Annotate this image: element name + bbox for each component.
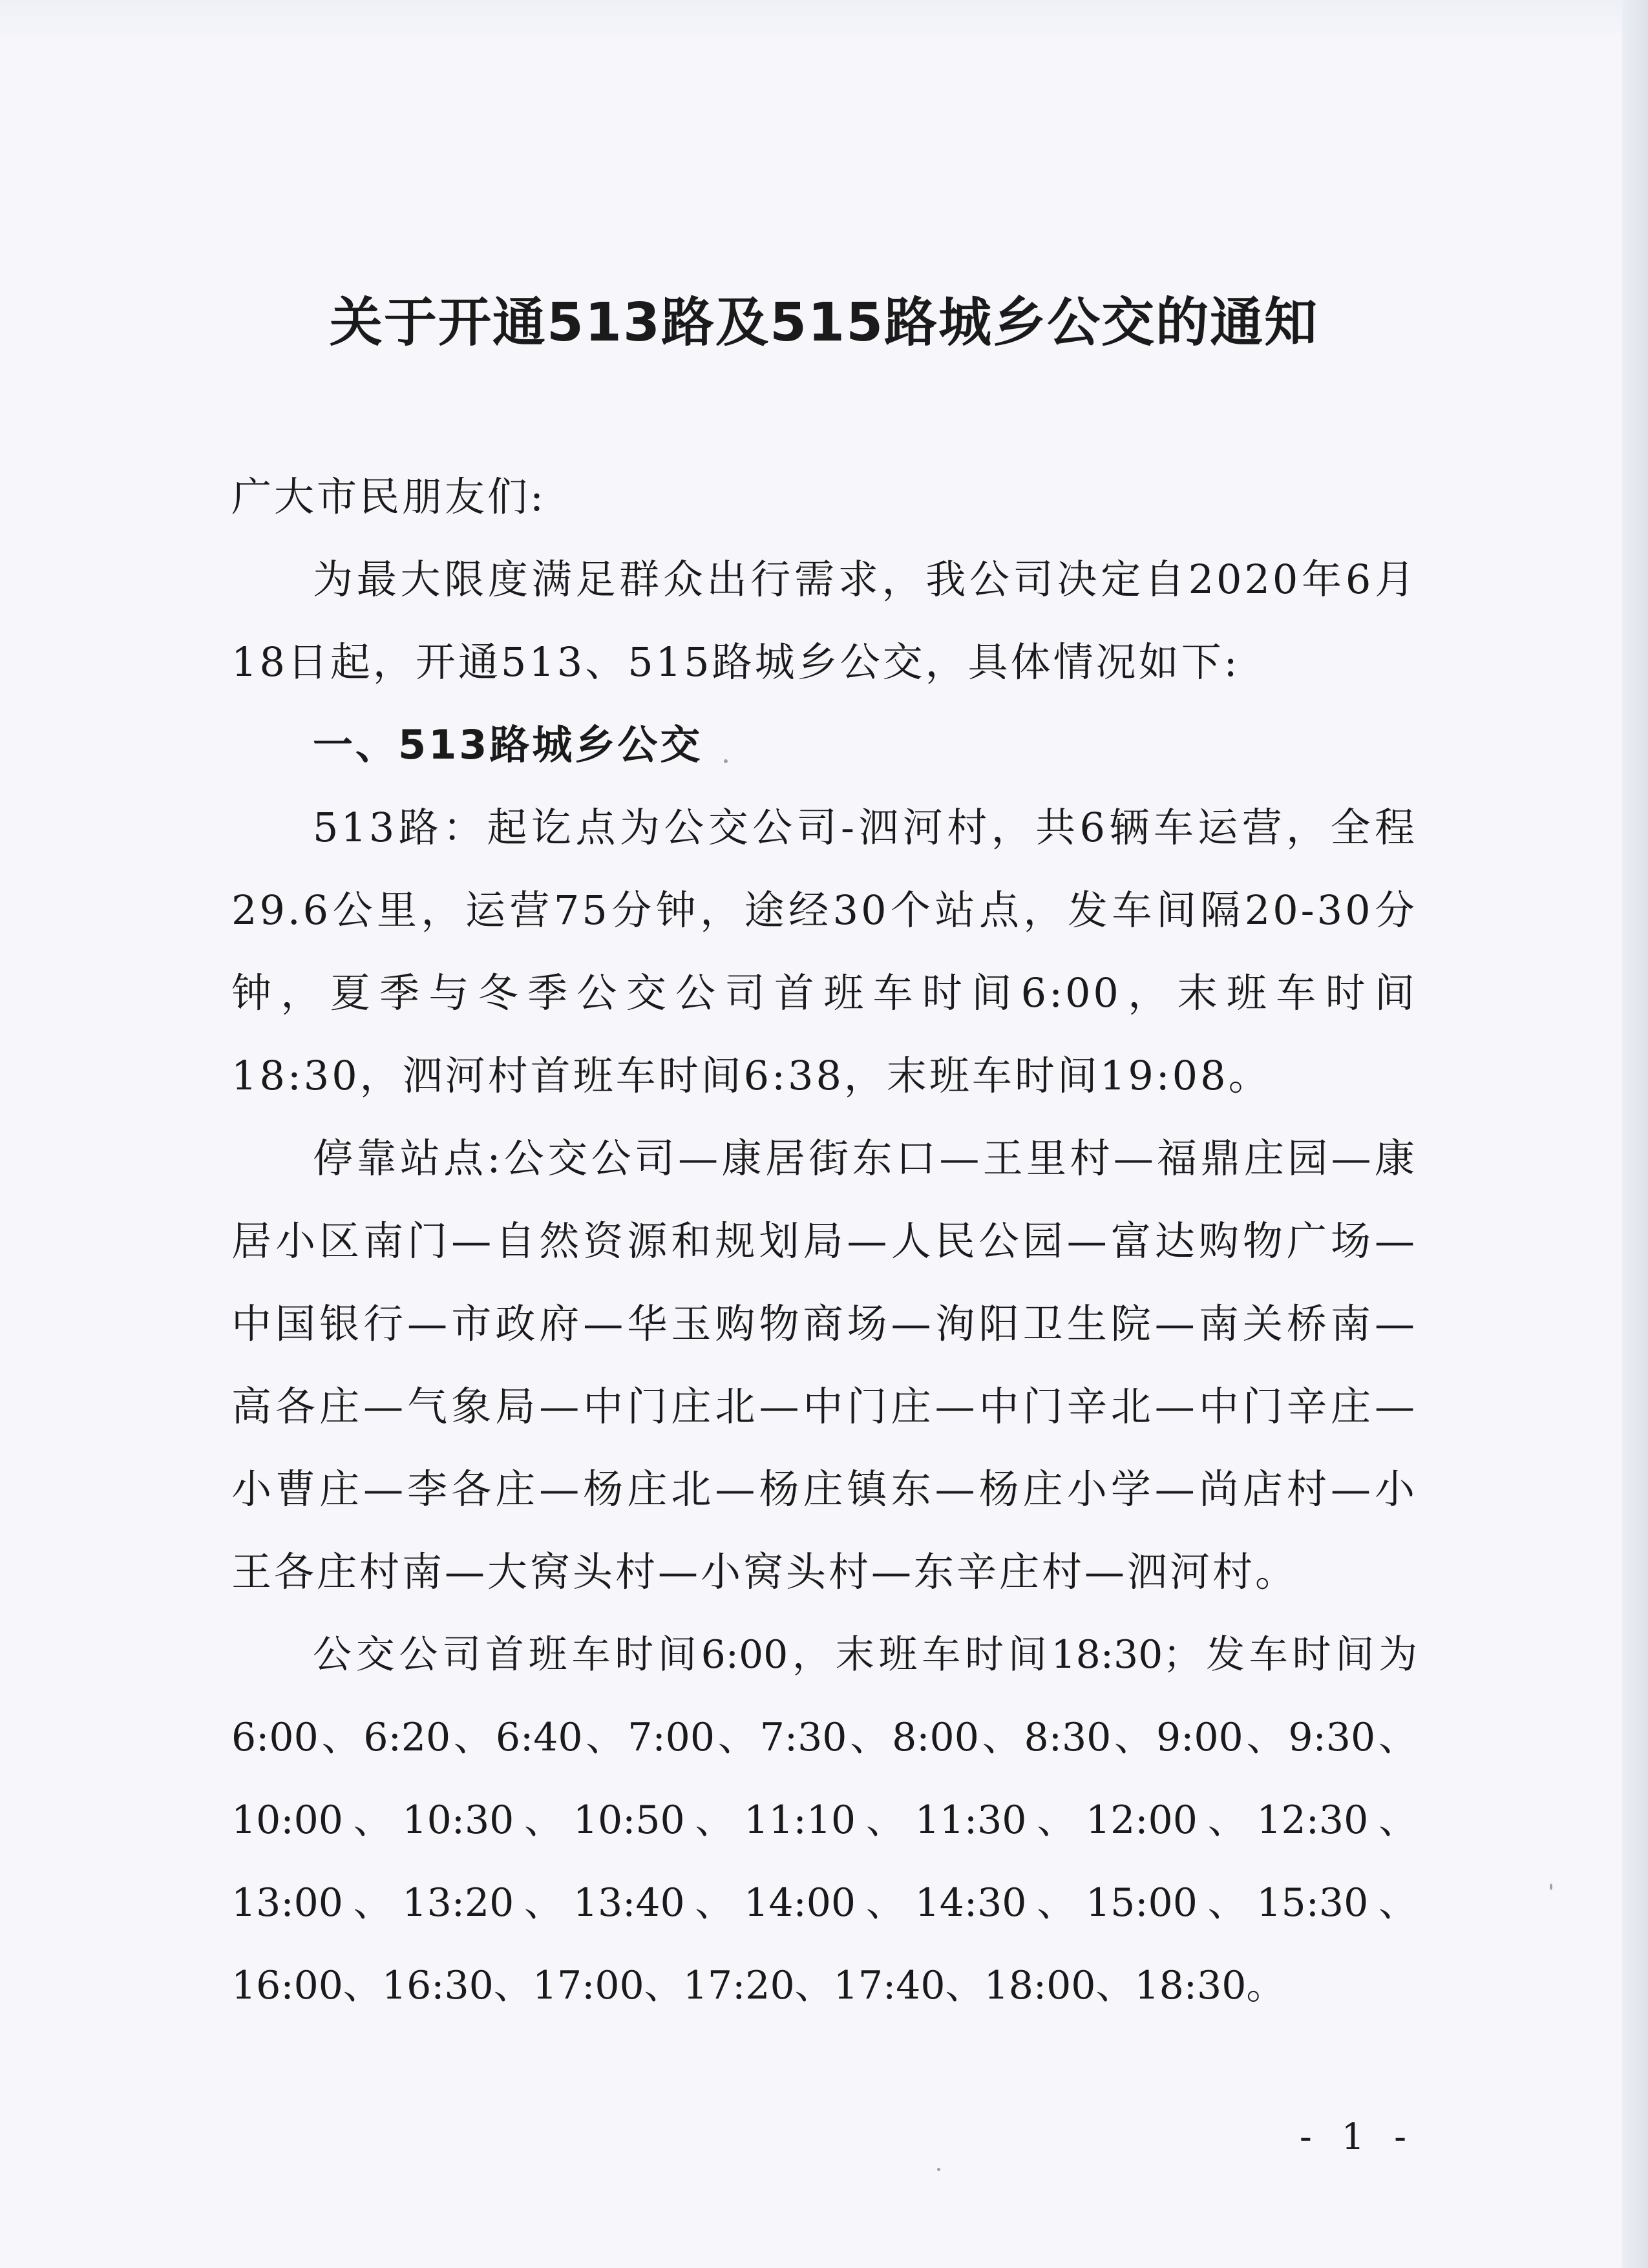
document-title: 关于开通513路及515路城乡公交的通知 [329, 292, 1319, 353]
route-513-schedule: 公交公司首班车时间6:00，末班车时间18:30；发车时间为6:00、6:20、6:40、7:00、7:30、8:00、8:30、9:00、9:30、10:00、10:30、10:50、11:10、11:30、12:00、12:30、13:00、13:20、13:40、14:00、14:30、15:00、15:30、16:00、16:30、17:00、17:20、17:40、18:00、18:30。 [231, 1632, 1417, 2008]
page-number: - 1 - [1299, 2116, 1415, 2158]
section-heading-513: 一、513路城乡公交 [313, 721, 703, 768]
intro-paragraph: 为最大限度满足群众出行需求，我公司决定自2020年6月18日起，开通513、515路城乡公交，具体情况如下: [231, 556, 1417, 686]
scan-speck [1550, 1884, 1552, 1890]
route-513-summary: 513路：起讫点为公交公司-泗河村，共6辆车运营，全程29.6公里，运营75分钟，途经30个站点，发车间隔20-30分钟，夏季与冬季公交公司首班车时间6:00，末班车时间18:30，泗河村首班车时间6:38，末班车时间19:08。 [231, 804, 1417, 1099]
scan-speck [724, 759, 728, 763]
salutation: 广大市民朋友们: [231, 473, 546, 520]
scan-shadow-top [0, 0, 1648, 39]
scan-speck [937, 2168, 940, 2171]
document-body [231, 456, 1417, 2027]
route-513-stops: 停靠站点:公交公司—康居街东口—王里村—福鼎庄园—康居小区南门—自然资源和规划局—人民公园—富达购物广场—中国银行—市政府—华玉购物商场—洵阳卫生院—南关桥南—高各庄—气象局—中门庄北—中门庄—中门辛北—中门辛庄—小曹庄—李各庄—杨庄北—杨庄镇东—杨庄小学—尚店村—小王各庄村南—大窝头村—小窝头村—东辛庄村—泗河村。 [231, 1135, 1417, 1595]
